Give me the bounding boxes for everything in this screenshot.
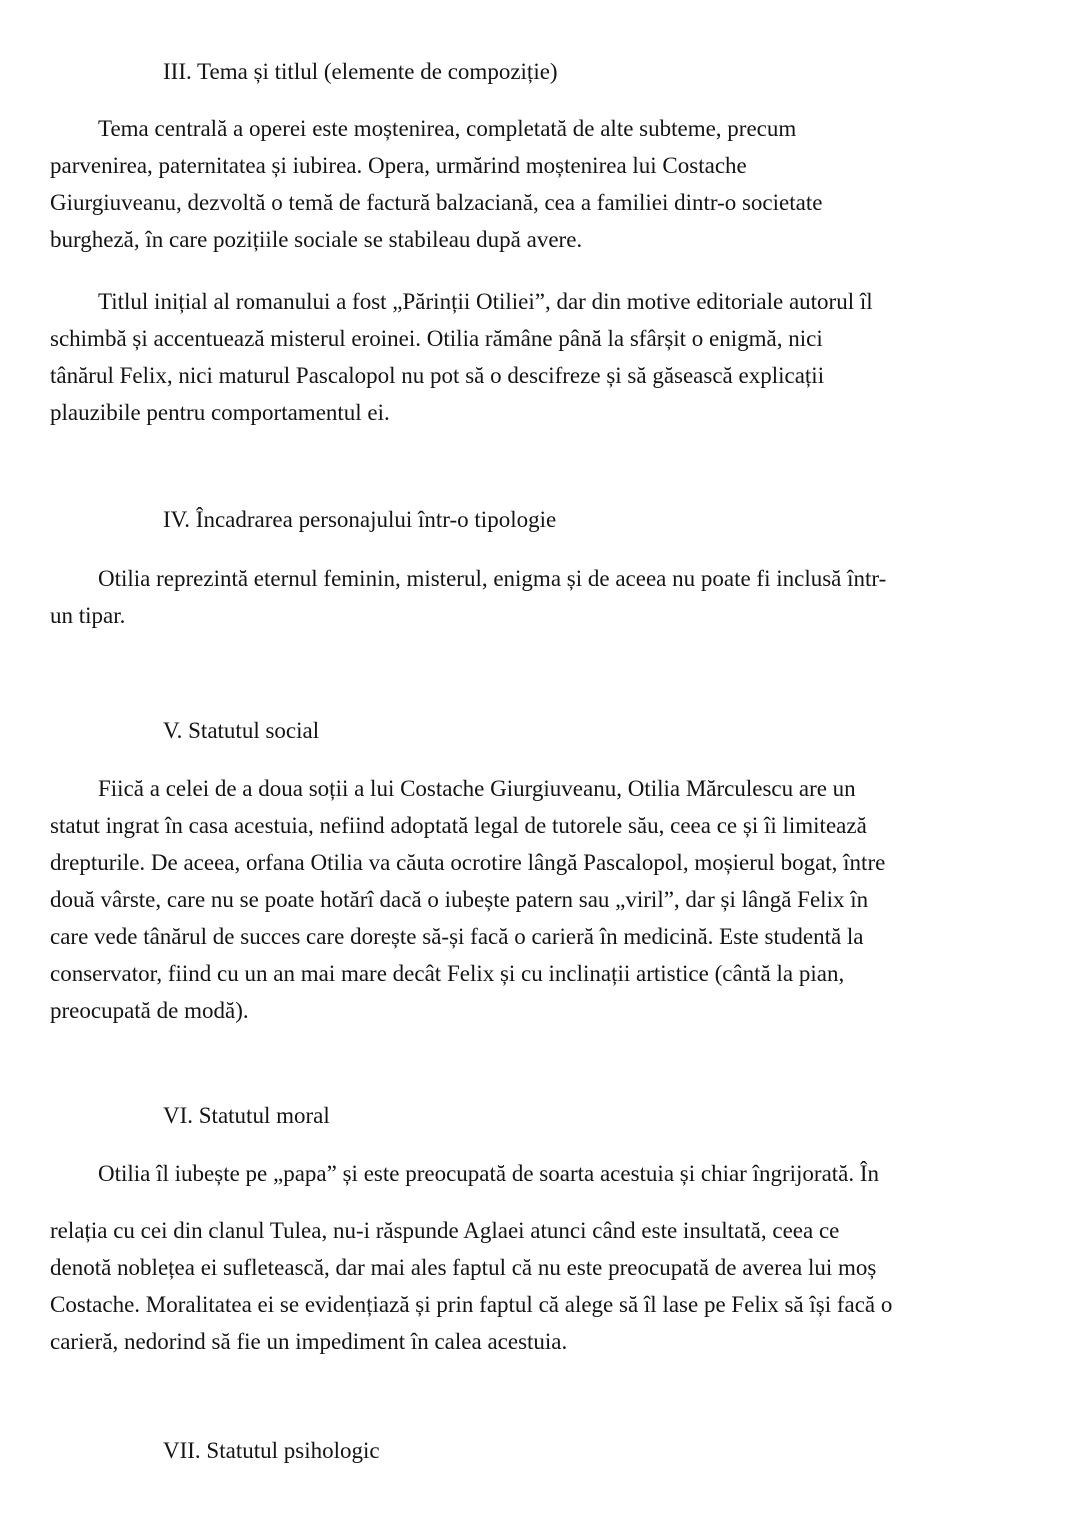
text-line: conservator, fiind cu un an mai mare decât Felix și cu inclinații artistice (cântă la pian,: [50, 961, 845, 986]
text-line: statut ingrat în casa acestuia, nefiind adoptată legal de tutorele său, ceea ce și îi limitează: [50, 813, 867, 838]
paragraph: [50, 110, 1038, 258]
text-line: două vârste, care nu se poate hotărî dacă o iubește patern sau „viril”, dar și lângă Felix în: [50, 887, 869, 912]
text-line: relația cu cei din clanul Tulea, nu-i răspunde Aglaei atunci când este insultată, ceea ce: [50, 1218, 840, 1243]
text-line: Titlul inițial al romanului a fost „Părinții Otiliei”, dar din motive editoriale autorul îl: [98, 289, 873, 314]
text-line: care vede tânărul de succes care dorește să-și facă o carieră în medicină. Este studentă la: [50, 924, 864, 949]
text-line: burgheză, în care pozițiile sociale se stabileau după avere.: [50, 227, 583, 252]
section-heading-vii: VII. Statutul psihologic: [163, 1438, 380, 1463]
text-line: schimbă și accentuează misterul eroinei. Otilia rămâne până la sfârșit o enigmă, nici: [50, 326, 823, 351]
text-line: Giurgiuveanu, dezvoltă o temă de factură balzaciană, cea a familiei dintr-o societate: [50, 190, 823, 215]
text-line: denotă noblețea ei sufletească, dar mai ales faptul că nu este preocupată de averea lui moș: [50, 1255, 877, 1280]
paragraph: [50, 1212, 1038, 1360]
section-heading-vi: VI. Statutul moral: [163, 1103, 330, 1128]
paragraph: [50, 1155, 1038, 1192]
section-heading-iii: III. Tema și titlul (elemente de compoziție): [163, 59, 558, 84]
text-line: un tipar.: [50, 603, 126, 628]
text-line: parvenirea, paternitatea și iubirea. Opera, urmărind moștenirea lui Costache: [50, 153, 747, 178]
paragraph: [50, 560, 1038, 634]
text-line: drepturile. De aceea, orfana Otilia va căuta ocrotire lângă Pascalopol, moșierul bogat, între: [50, 850, 886, 875]
text-line: Tema centrală a operei este moștenirea, completată de alte subteme, precum: [98, 116, 797, 141]
text-line: Otilia îl iubește pe „papa” și este preocupată de soarta acestuia și chiar îngrijorată. În: [98, 1161, 880, 1186]
text-line: preocupată de modă).: [50, 998, 249, 1023]
paragraph: [50, 283, 1038, 431]
text-line: Fiică a celei de a doua soții a lui Costache Giurgiuveanu, Otilia Mărculescu are un: [98, 776, 856, 801]
text-line: Costache. Moralitatea ei se evidențiază și prin faptul că alege să îl lase pe Felix să își facă o: [50, 1292, 893, 1317]
section-heading-v: V. Statutul social: [163, 718, 320, 743]
text-line: Otilia reprezintă eternul feminin, misterul, enigma și de aceea nu poate fi inclusă într-: [98, 566, 887, 591]
paragraph: [50, 770, 1038, 1029]
text-line: plauzibile pentru comportamentul ei.: [50, 400, 390, 425]
text-line: carieră, nedorind să fie un impediment în calea acestuia.: [50, 1329, 568, 1354]
section-heading-iv: IV. Încadrarea personajului într-o tipologie: [163, 507, 557, 532]
text-line: tânărul Felix, nici maturul Pascalopol nu pot să o descifreze și să găsească explicații: [50, 363, 825, 388]
